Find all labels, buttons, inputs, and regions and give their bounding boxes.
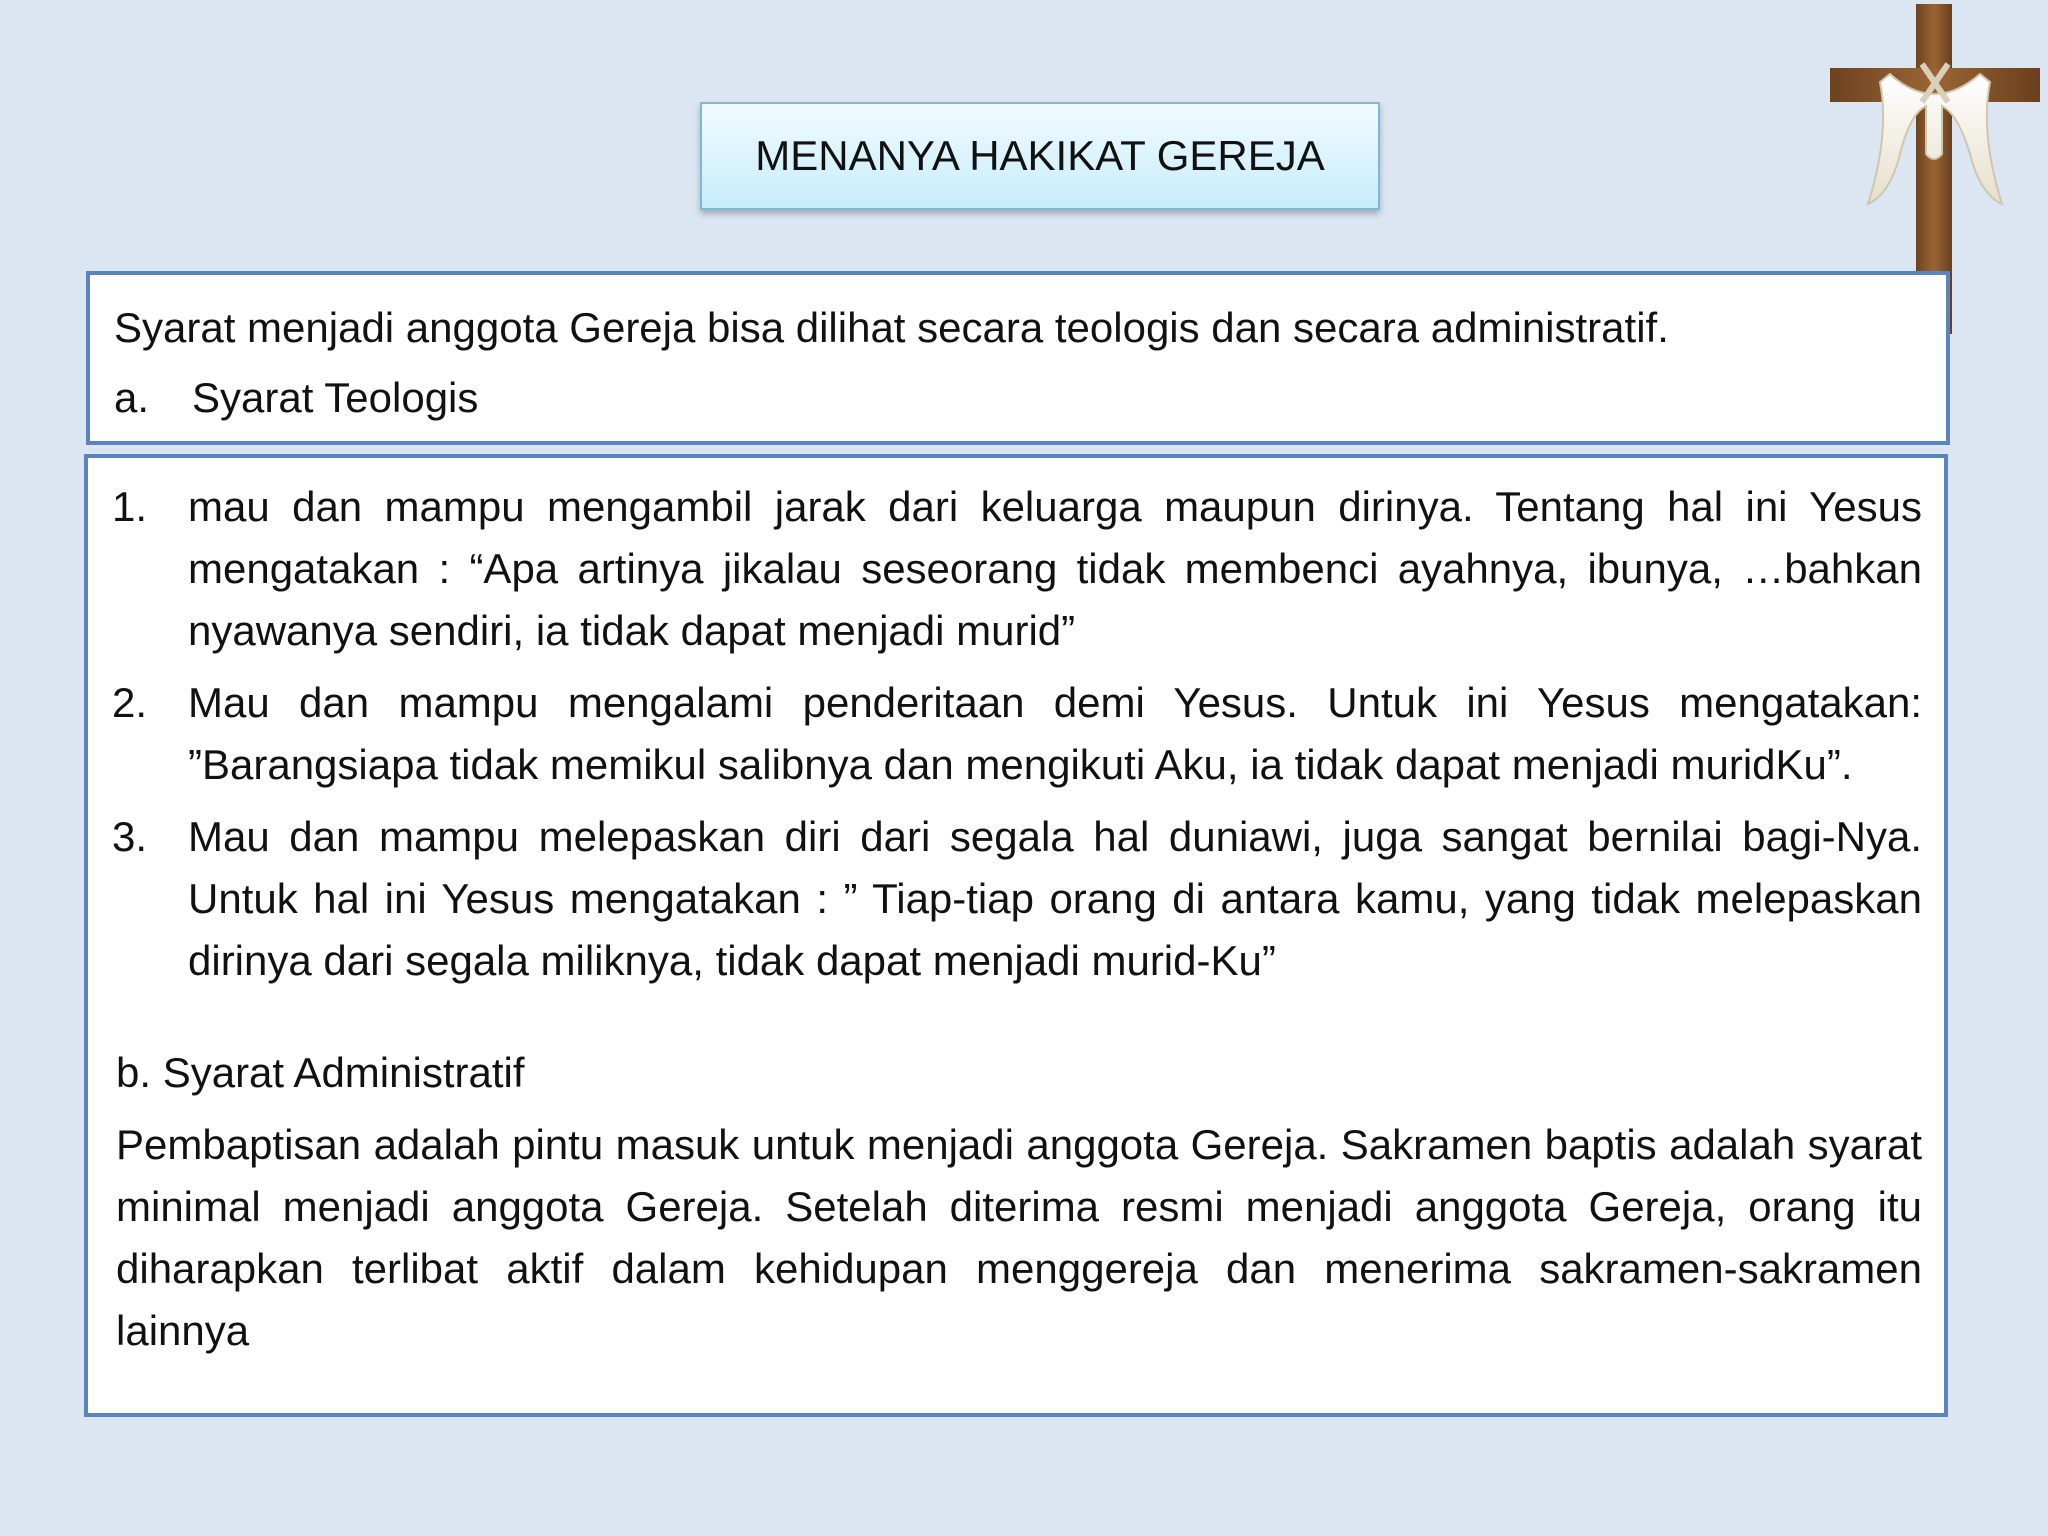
intro-sentence: Syarat menjadi anggota Gereja bisa dilihat secara teologis dan secara administratif.	[114, 304, 1669, 351]
list-item-text: mau dan mampu mengambil jarak dari keluarga maupun dirinya. Tentang hal ini Yesus mengatakan : “Apa artinya jikalau seseorang tidak membenci ayahnya, ibunya, …bahkan nyawanya sendiri, ia tidak dapat menjadi murid”	[188, 483, 1922, 654]
list-item-text: Mau dan mampu melepaskan diri dari segala hal duniawi, juga sangat bernilai bagi-Nya. Untuk hal ini Yesus mengatakan : ” Tiap-tiap orang di antara kamu, yang tidak melepaskan dirinya dari segala miliknya, tidak dapat menjadi murid-Ku”	[188, 813, 1922, 984]
list-item	[112, 476, 1922, 662]
list-item	[112, 672, 1922, 796]
list-item	[112, 806, 1922, 992]
list-item-text: Mau dan mampu mengalami penderitaan demi Yesus. Untuk ini Yesus mengatakan: ”Barangsiapa tidak memikul salibnya dan mengikuti Aku, ia tidak dapat menjadi muridKu”.	[188, 679, 1922, 788]
section-a-heading	[114, 363, 1920, 433]
slide-title: MENANYA HAKIKAT GEREJA	[700, 102, 1380, 210]
section-a-label: Syarat Teologis	[192, 374, 479, 421]
requirements-box	[84, 454, 1948, 1417]
section-b-heading: b. Syarat Administratif	[116, 1049, 525, 1096]
list-item-number: 1.	[112, 483, 148, 530]
list-item-number: 2.	[112, 679, 148, 726]
section-a-marker: a.	[114, 374, 150, 421]
intro-box	[86, 271, 1950, 445]
list-item-number: 3.	[112, 813, 148, 860]
administrative-paragraph: Pembaptisan adalah pintu masuk untuk menjadi anggota Gereja. Sakramen baptis adalah syarat minimal menjadi anggota Gereja. Setelah diterima resmi menjadi anggota Gereja, orang itu diharapkan terlibat aktif dalam kehidupan menggereja dan menerima sakramen-sakramen lainnya	[116, 1121, 1922, 1354]
